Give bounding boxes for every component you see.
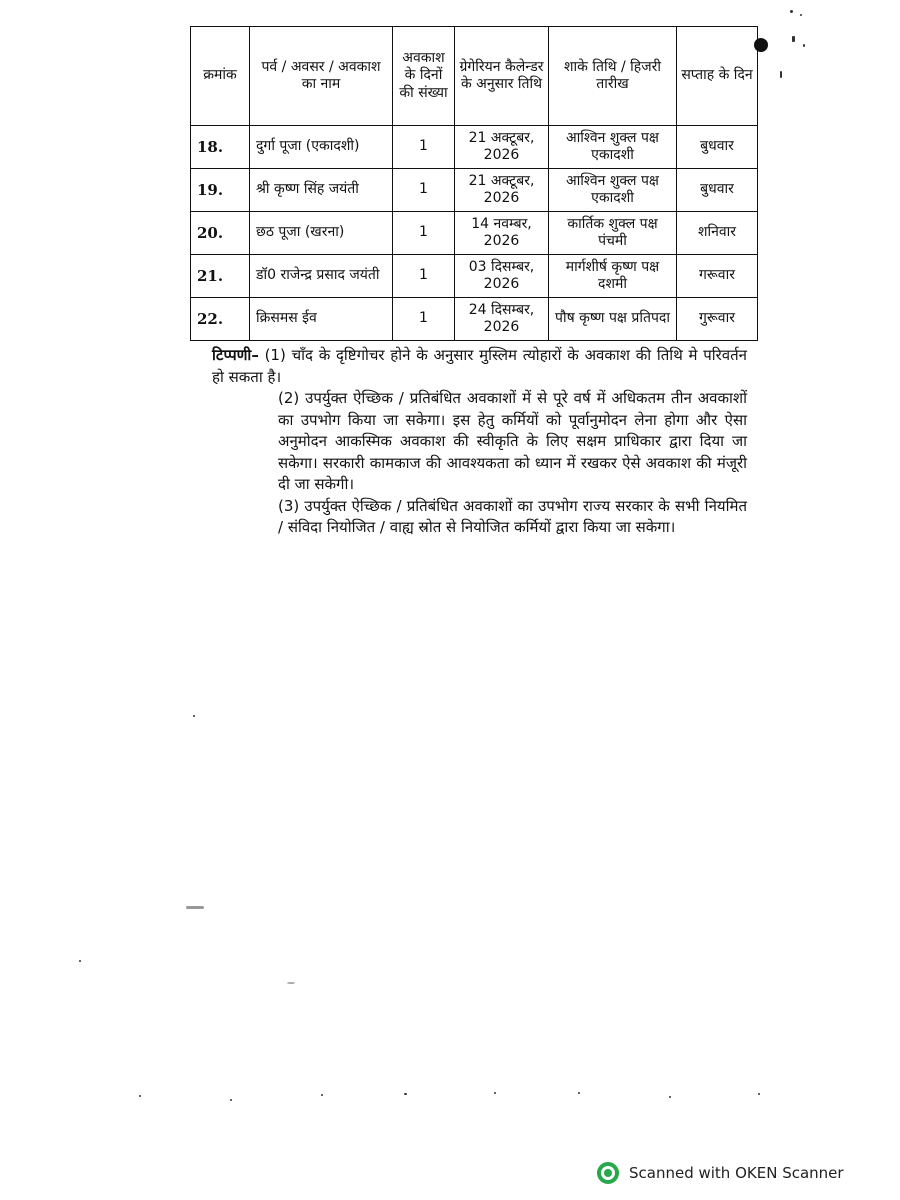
table-header-row bbox=[191, 27, 758, 126]
scan-speck bbox=[404, 1093, 407, 1095]
row-date: 21 अक्टूबर, 2026 bbox=[455, 126, 549, 169]
scan-speck bbox=[669, 1096, 671, 1098]
row-serial: 19. bbox=[191, 169, 250, 212]
scan-speck bbox=[803, 44, 805, 47]
row-date: 03 दिसम्बर, 2026 bbox=[455, 255, 549, 298]
row-serial: 22. bbox=[191, 298, 250, 341]
row-shaka: आश्विन शुक्ल पक्ष एकादशी bbox=[549, 126, 677, 169]
row-date: 21 अक्टूबर, 2026 bbox=[455, 169, 549, 212]
row-days: 1 bbox=[393, 255, 455, 298]
table-row bbox=[191, 298, 758, 341]
scan-speck bbox=[578, 1092, 580, 1094]
row-serial: 21. bbox=[191, 255, 250, 298]
header-serial: क्रमांक bbox=[191, 27, 250, 126]
scan-speck bbox=[139, 1095, 141, 1097]
note-3: (3) उपर्युक्त ऐच्छिक / प्रतिबंधित अवकाशों का उपभोग राज्य सरकार के सभी नियमित / संविदा नियोजित / वाह्य स्रोत से नियोजित कर्मियों द्वारा किया जा सकेगा। bbox=[278, 496, 747, 536]
note-1 bbox=[212, 345, 747, 388]
row-shaka: कार्तिक शुक्ल पक्ष पंचमी bbox=[549, 212, 677, 255]
row-date: 14 नवम्बर, 2026 bbox=[455, 212, 549, 255]
scan-speck bbox=[321, 1094, 323, 1096]
scan-speck bbox=[790, 10, 793, 13]
row-serial: 18. bbox=[191, 126, 250, 169]
scan-ink-blot bbox=[754, 38, 768, 52]
row-name: डॉ0 राजेन्द्र प्रसाद जयंती bbox=[250, 255, 393, 298]
note-2: (2) उपर्युक्त ऐच्छिक / प्रतिबंधित अवकाशों में से पूरे वर्ष में अधिकतम तीन अवकाशों का उपभोग किया जा सकेगा। इस हेतु कर्मियों को पूर्वानुमोदन लेना होगा और ऐसा अनुमोदन आकस्मिक अवकाश की स्वीकृति के लिए सक्षम प्राधिकार द्वारा दिया जा सकेगा। सरकारी कामकाज की आवश्यकता को ध्यान में रखकर ऐसे अवकाश की मंजूरी दी जा सकेगी। bbox=[278, 389, 747, 493]
row-days: 1 bbox=[393, 169, 455, 212]
row-weekday: बुधवार bbox=[677, 169, 758, 212]
oken-scanner-logo-icon bbox=[597, 1162, 619, 1184]
row-weekday: बुधवार bbox=[677, 126, 758, 169]
scan-speck bbox=[758, 1093, 760, 1095]
notes-section bbox=[212, 345, 747, 539]
row-shaka: मार्गशीर्ष कृष्ण पक्ष दशमी bbox=[549, 255, 677, 298]
row-days: 1 bbox=[393, 212, 455, 255]
row-name: श्री कृष्ण सिंह जयंती bbox=[250, 169, 393, 212]
table-row bbox=[191, 126, 758, 169]
scanner-watermark bbox=[597, 1160, 844, 1186]
header-gregorian-date: ग्रेगेरियन कैलेन्डर के अनुसार तिथि bbox=[455, 27, 549, 126]
row-shaka: आश्विन शुक्ल पक्ष एकादशी bbox=[549, 169, 677, 212]
scan-speck bbox=[800, 14, 802, 16]
scan-speck bbox=[79, 960, 81, 962]
scan-speck bbox=[186, 906, 204, 909]
scan-speck bbox=[780, 71, 782, 78]
scan-speck bbox=[494, 1092, 496, 1094]
header-weekday: सप्ताह के दिन bbox=[677, 27, 758, 126]
scan-speck bbox=[792, 36, 795, 42]
row-serial: 20. bbox=[191, 212, 250, 255]
row-name: छठ पूजा (खरना) bbox=[250, 212, 393, 255]
header-days: अवकाश के दिनों की संख्या bbox=[393, 27, 455, 126]
row-weekday: गुरूवार bbox=[677, 298, 758, 341]
table-row bbox=[191, 169, 758, 212]
row-shaka: पौष कृष्ण पक्ष प्रतिपदा bbox=[549, 298, 677, 341]
table-row bbox=[191, 255, 758, 298]
row-weekday: गरूवार bbox=[677, 255, 758, 298]
scanner-text: Scanned with OKEN Scanner bbox=[629, 1164, 844, 1182]
scan-speck bbox=[193, 715, 195, 717]
scan-speck bbox=[287, 982, 295, 984]
row-name: दुर्गा पूजा (एकादशी) bbox=[250, 126, 393, 169]
row-weekday: शनिवार bbox=[677, 212, 758, 255]
notes-heading: टिप्पणी– bbox=[212, 346, 259, 364]
header-shaka-hijri-date: शाके तिथि / हिजरी तारीख bbox=[549, 27, 677, 126]
holiday-table bbox=[190, 26, 758, 341]
row-days: 1 bbox=[393, 126, 455, 169]
scan-speck bbox=[230, 1099, 232, 1101]
row-days: 1 bbox=[393, 298, 455, 341]
note-1-text: (1) चाँद के दृष्टिगोचर होने के अनुसार मुस्लिम त्योहारों के अवकाश की तिथि मे परिवर्तन हो सकता है। bbox=[212, 346, 747, 386]
row-name: क्रिसमस ईव bbox=[250, 298, 393, 341]
table-row bbox=[191, 212, 758, 255]
row-date: 24 दिसम्बर, 2026 bbox=[455, 298, 549, 341]
header-name: पर्व / अवसर / अवकाश का नाम bbox=[250, 27, 393, 126]
